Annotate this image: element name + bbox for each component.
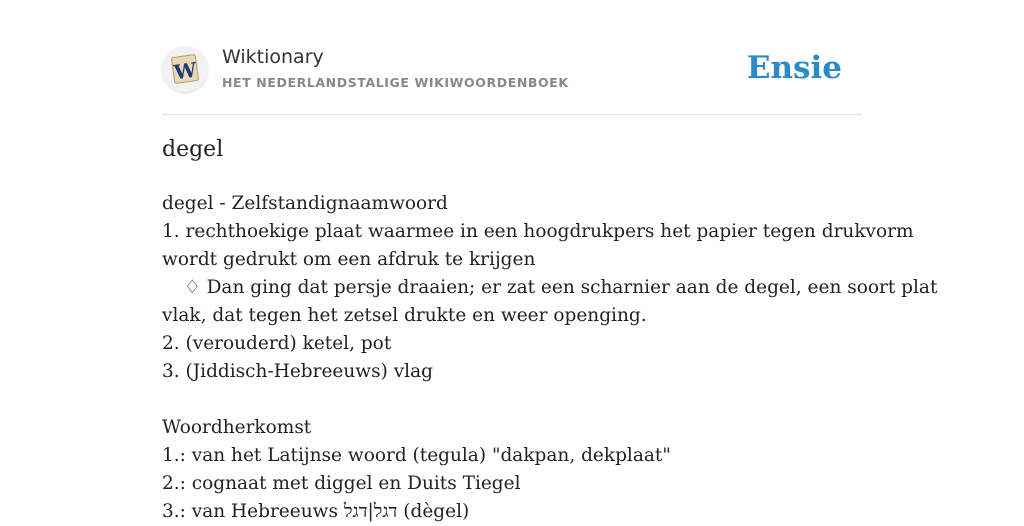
example-text-a: Dan ging dat persje draaien; er zat een scharnier aan de degel, een soort plat	[206, 277, 938, 298]
etymology-heading: Woordherkomst	[162, 417, 312, 438]
definition-1b: wordt gedrukt om een afdruk te krijgen	[162, 249, 536, 270]
site-name[interactable]: Wiktionary	[222, 46, 324, 68]
page-title: degel	[162, 137, 224, 162]
site-header	[162, 40, 862, 115]
spacer	[162, 386, 862, 414]
site-subtitle: HET NEDERLANDSTALIGE WIKIWOORDENBOEK	[222, 75, 569, 90]
wiktionary-logo[interactable]	[162, 46, 208, 92]
definition-1a: 1. rechthoekige plaat waarmee in een hoogdrukpers het papier tegen drukvorm	[162, 221, 914, 242]
entry-heading: degel - Zelfstandignaamwoord	[162, 193, 448, 214]
entry-content	[162, 190, 938, 526]
etymology-2: 2.: cognaat met diggel en Duits Tiegel	[162, 473, 521, 494]
wiktionary-logo-icon	[162, 46, 208, 92]
example-line-1	[162, 274, 938, 302]
etymology-1: 1.: van het Latijnse woord (tegula) "dakpan, dekplaat"	[162, 445, 671, 466]
ensie-brand-link[interactable]: Ensie	[746, 50, 842, 86]
example-diamond-icon: ♢	[184, 277, 201, 298]
etymology-3: 3.: van Hebreeuws דגל|דגל (dègel)	[162, 501, 470, 522]
example-text-b: vlak, dat tegen het zetsel drukte en weer openging.	[162, 305, 647, 326]
definition-2: 2. (verouderd) ketel, pot	[162, 333, 392, 354]
definition-3: 3. (Jiddisch-Hebreeuws) vlag	[162, 361, 433, 382]
logo-letter: W	[172, 57, 199, 85]
